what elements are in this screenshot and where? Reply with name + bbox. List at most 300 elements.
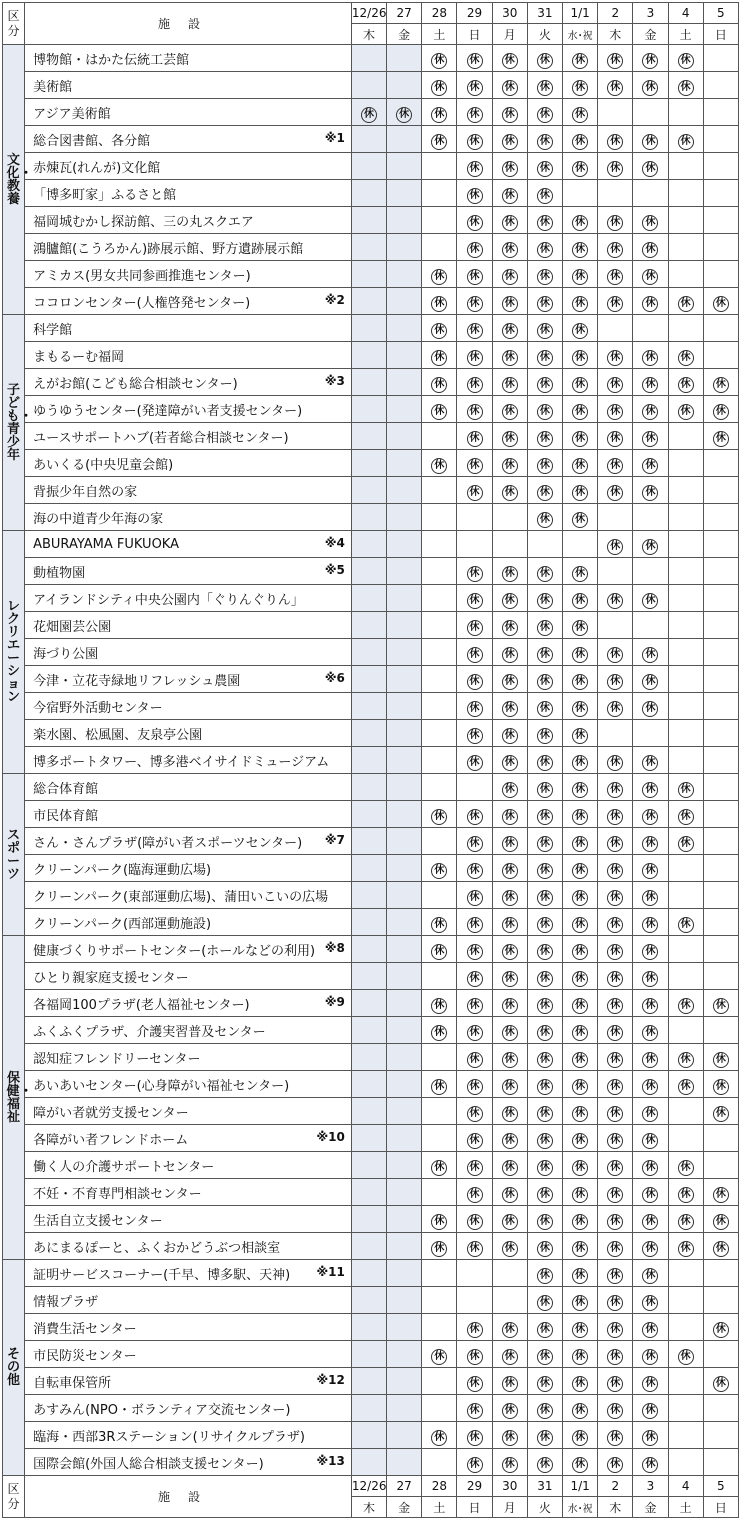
closed-mark-icon: 休 [502, 1052, 518, 1068]
closed-mark-icon: 休 [607, 1403, 623, 1419]
day-cell [633, 477, 668, 504]
day-cell [422, 801, 457, 828]
day-cell [563, 585, 598, 612]
closed-mark-icon: 休 [537, 836, 553, 852]
day-cell [668, 990, 703, 1017]
facility-name: あにまるぽーと、ふくおかどうぶつ相談室 [33, 1240, 281, 1256]
day-cell [563, 639, 598, 666]
day-cell [351, 801, 386, 828]
closed-mark-icon: 休 [467, 1376, 483, 1392]
day-cell [703, 720, 738, 747]
day-cell [422, 126, 457, 153]
day-cell [492, 450, 527, 477]
facility-name: あいあいセンター(心身障がい福祉センター) [33, 1078, 290, 1094]
day-cell [668, 1341, 703, 1368]
day-cell [527, 693, 562, 720]
day-cell [492, 1422, 527, 1449]
day-cell [387, 1017, 422, 1044]
day-cell [492, 45, 527, 72]
closed-mark-icon: 休 [537, 323, 553, 339]
day-cell [668, 801, 703, 828]
closed-mark-icon: 休 [537, 1430, 553, 1446]
closed-mark-icon: 休 [572, 215, 588, 231]
day-cell [351, 1125, 386, 1152]
closed-mark-icon: 休 [467, 107, 483, 123]
closed-mark-icon: 休 [502, 1349, 518, 1365]
closed-mark-icon: 休 [502, 971, 518, 987]
facility-name-cell [25, 1368, 352, 1395]
closed-mark-icon: 休 [537, 566, 553, 582]
closed-mark-icon: 休 [642, 1160, 658, 1176]
day-cell [527, 936, 562, 963]
day-cell [492, 1314, 527, 1341]
day-cell [703, 531, 738, 558]
day-cell [668, 882, 703, 909]
closed-mark-icon: 休 [537, 917, 553, 933]
table-row [3, 1098, 739, 1125]
day-cell [563, 1260, 598, 1287]
day-cell [598, 747, 633, 774]
closed-mark-icon: 休 [642, 431, 658, 447]
closed-mark-icon: 休 [502, 1187, 518, 1203]
closed-mark-icon: 休 [642, 1133, 658, 1149]
closed-mark-icon: 休 [467, 377, 483, 393]
day-cell [563, 153, 598, 180]
day-cell [633, 450, 668, 477]
table-row [3, 315, 739, 342]
day-cell [563, 1098, 598, 1125]
day-cell [351, 1341, 386, 1368]
closed-mark-icon: 休 [642, 53, 658, 69]
closure-schedule-table [2, 2, 739, 1518]
day-cell [563, 261, 598, 288]
closed-mark-icon: 休 [502, 80, 518, 96]
closed-mark-icon: 休 [502, 1160, 518, 1176]
closed-mark-icon: 休 [537, 1106, 553, 1122]
day-cell [387, 882, 422, 909]
closed-mark-icon: 休 [502, 593, 518, 609]
facility-name: 花畑園芸公園 [33, 619, 112, 635]
day-cell [668, 369, 703, 396]
closed-mark-icon: 休 [537, 134, 553, 150]
closed-mark-icon: 休 [467, 134, 483, 150]
facility-name-cell [25, 288, 352, 315]
day-cell [563, 1233, 598, 1260]
day-cell [563, 693, 598, 720]
category-label: 文化・教養 [6, 152, 33, 207]
closed-mark-icon: 休 [572, 296, 588, 312]
day-cell [563, 1287, 598, 1314]
closed-mark-icon: 休 [607, 1430, 623, 1446]
closed-mark-icon: 休 [467, 917, 483, 933]
closed-mark-icon: 休 [502, 1133, 518, 1149]
table-header-top [3, 3, 739, 45]
table-row [3, 99, 739, 126]
day-cell [457, 774, 492, 801]
day-cell [422, 1071, 457, 1098]
day-cell [457, 801, 492, 828]
day-cell [422, 747, 457, 774]
facility-name-cell [25, 1260, 352, 1287]
closed-mark-icon: 休 [572, 728, 588, 744]
closed-mark-icon: 休 [678, 350, 694, 366]
day-cell [422, 45, 457, 72]
day-cell [668, 1314, 703, 1341]
facility-name-cell [25, 153, 352, 180]
day-cell [351, 72, 386, 99]
header-bottom-date-1: 27 [387, 1476, 422, 1497]
closed-mark-icon: 休 [642, 161, 658, 177]
closed-mark-icon: 休 [431, 944, 447, 960]
day-cell [668, 1071, 703, 1098]
day-cell [563, 720, 598, 747]
table-row [3, 504, 739, 531]
day-cell [351, 180, 386, 207]
day-cell [563, 423, 598, 450]
closed-mark-icon: 休 [678, 53, 694, 69]
day-cell [387, 1125, 422, 1152]
day-cell [668, 531, 703, 558]
closed-mark-icon: 休 [502, 917, 518, 933]
day-cell [527, 396, 562, 423]
day-cell [457, 855, 492, 882]
day-cell [492, 1017, 527, 1044]
category-label: 子ども・青少年 [6, 382, 33, 463]
facility-name-cell [25, 1152, 352, 1179]
day-cell [351, 315, 386, 342]
day-cell [527, 207, 562, 234]
closed-mark-icon: 休 [502, 620, 518, 636]
closed-mark-icon: 休 [642, 1214, 658, 1230]
day-cell [668, 126, 703, 153]
day-cell [598, 1044, 633, 1071]
day-cell [598, 1179, 633, 1206]
day-cell [351, 774, 386, 801]
closed-mark-icon: 休 [537, 620, 553, 636]
closed-mark-icon: 休 [502, 161, 518, 177]
facility-name: アミカス(男女共同参画推進センター) [33, 268, 251, 284]
day-cell [598, 801, 633, 828]
closed-mark-icon: 休 [467, 161, 483, 177]
day-cell [387, 396, 422, 423]
day-cell [598, 1368, 633, 1395]
day-cell [351, 153, 386, 180]
day-cell [598, 396, 633, 423]
day-cell [492, 801, 527, 828]
facility-name: 消費生活センター [33, 1321, 137, 1337]
day-cell [598, 72, 633, 99]
day-cell [492, 180, 527, 207]
closed-mark-icon: 休 [572, 1133, 588, 1149]
facility-name: 今津・立花寺緑地リフレッシュ農園 [33, 673, 241, 689]
day-cell [527, 288, 562, 315]
closed-mark-icon: 休 [502, 728, 518, 744]
day-cell [387, 1341, 422, 1368]
day-cell [703, 1206, 738, 1233]
closed-mark-icon: 休 [467, 350, 483, 366]
day-cell [457, 504, 492, 531]
day-cell [351, 1152, 386, 1179]
facility-name-cell [25, 1395, 352, 1422]
table-row [3, 180, 739, 207]
day-cell [668, 639, 703, 666]
closed-mark-icon: 休 [642, 1376, 658, 1392]
closed-mark-icon: 休 [678, 836, 694, 852]
day-cell [492, 747, 527, 774]
day-cell [633, 882, 668, 909]
category-cell [3, 531, 25, 774]
day-cell [668, 450, 703, 477]
closed-mark-icon: 休 [607, 1295, 623, 1311]
day-cell [703, 1422, 738, 1449]
closed-mark-icon: 休 [537, 1241, 553, 1257]
day-cell [457, 1368, 492, 1395]
day-cell [563, 369, 598, 396]
day-cell [492, 1152, 527, 1179]
facility-name-cell [25, 585, 352, 612]
day-cell [703, 180, 738, 207]
day-cell [492, 693, 527, 720]
header-bottom-weekday-9: 土 [668, 1497, 703, 1518]
facility-name-cell [25, 990, 352, 1017]
day-cell [703, 963, 738, 990]
day-cell [563, 1341, 598, 1368]
closed-mark-icon: 休 [431, 1430, 447, 1446]
closed-mark-icon: 休 [502, 1322, 518, 1338]
facility-name-cell [25, 531, 352, 558]
table-row [3, 1179, 739, 1206]
closed-mark-icon: 休 [642, 998, 658, 1014]
closed-mark-icon: 休 [607, 809, 623, 825]
table-row [3, 801, 739, 828]
closed-mark-icon: 休 [502, 944, 518, 960]
day-cell [563, 126, 598, 153]
facility-name-cell [25, 342, 352, 369]
day-cell [563, 909, 598, 936]
closed-mark-icon: 休 [572, 1268, 588, 1284]
day-cell [492, 126, 527, 153]
day-cell [492, 666, 527, 693]
closed-mark-icon: 休 [678, 377, 694, 393]
closed-mark-icon: 休 [467, 296, 483, 312]
closed-mark-icon: 休 [607, 1106, 623, 1122]
day-cell [703, 990, 738, 1017]
facility-name: 赤煉瓦(れんが)文化館 [33, 160, 161, 176]
header-top-weekday-9: 土 [668, 24, 703, 45]
day-cell [668, 720, 703, 747]
facility-name-cell [25, 1179, 352, 1206]
day-cell [457, 1314, 492, 1341]
day-cell [351, 720, 386, 747]
closed-mark-icon: 休 [642, 458, 658, 474]
day-cell [422, 153, 457, 180]
day-cell [633, 828, 668, 855]
day-cell [422, 558, 457, 585]
closed-mark-icon: 休 [572, 890, 588, 906]
table-row [3, 1368, 739, 1395]
day-cell [633, 288, 668, 315]
day-cell [563, 99, 598, 126]
day-cell [633, 855, 668, 882]
closed-mark-icon: 休 [572, 1430, 588, 1446]
day-cell [351, 1368, 386, 1395]
day-cell [422, 1179, 457, 1206]
day-cell [492, 99, 527, 126]
header-top-date-4: 30 [492, 3, 527, 24]
closed-mark-icon: 休 [572, 1322, 588, 1338]
facility-name-cell [25, 261, 352, 288]
closed-mark-icon: 休 [607, 1376, 623, 1392]
day-cell [422, 288, 457, 315]
day-cell [598, 639, 633, 666]
day-cell [422, 1044, 457, 1071]
day-cell [703, 288, 738, 315]
facility-name-cell [25, 45, 352, 72]
facility-name-cell [25, 126, 352, 153]
day-cell [387, 1098, 422, 1125]
day-cell [598, 774, 633, 801]
day-cell [527, 423, 562, 450]
day-cell [387, 1422, 422, 1449]
header-bottom-date-6: 1/1 [563, 1476, 598, 1497]
header-bottom-weekday-1: 金 [387, 1497, 422, 1518]
closed-mark-icon: 休 [502, 134, 518, 150]
closed-mark-icon: 休 [467, 863, 483, 879]
facility-name: えがお館(こども総合相談センター) [33, 376, 238, 392]
closed-mark-icon: 休 [537, 269, 553, 285]
facility-name-cell [25, 1206, 352, 1233]
day-cell [668, 261, 703, 288]
day-cell [598, 909, 633, 936]
day-cell [668, 99, 703, 126]
day-cell [598, 612, 633, 639]
closed-mark-icon: 休 [572, 404, 588, 420]
closed-mark-icon: 休 [642, 134, 658, 150]
closed-mark-icon: 休 [537, 1079, 553, 1095]
day-cell [527, 801, 562, 828]
header-top-weekday-4: 月 [492, 24, 527, 45]
day-cell [492, 585, 527, 612]
day-cell [422, 1368, 457, 1395]
table-row [3, 1125, 739, 1152]
day-cell [422, 423, 457, 450]
day-cell [668, 234, 703, 261]
closed-mark-icon: 休 [642, 80, 658, 96]
facility-name-cell [25, 450, 352, 477]
day-cell [351, 585, 386, 612]
day-cell [598, 1422, 633, 1449]
day-cell [387, 909, 422, 936]
closed-mark-icon: 休 [431, 404, 447, 420]
facility-name: 市民体育館 [33, 808, 99, 824]
header-bottom-date-5: 31 [527, 1476, 562, 1497]
day-cell [703, 1044, 738, 1071]
closed-mark-icon: 休 [607, 404, 623, 420]
facility-name: あいくる(中央児童会館) [33, 457, 174, 473]
closed-mark-icon: 休 [537, 1268, 553, 1284]
day-cell [351, 666, 386, 693]
header-top-date-5: 31 [527, 3, 562, 24]
day-cell [457, 288, 492, 315]
closed-mark-icon: 休 [537, 863, 553, 879]
closed-mark-icon: 休 [572, 674, 588, 690]
day-cell [703, 396, 738, 423]
closed-mark-icon: 休 [607, 782, 623, 798]
facility-name: 健康づくりサポートセンター(ホールなどの利用) [33, 943, 316, 959]
day-cell [598, 1449, 633, 1476]
closed-mark-icon: 休 [537, 971, 553, 987]
day-cell [492, 72, 527, 99]
day-cell [668, 828, 703, 855]
day-cell [351, 99, 386, 126]
day-cell [351, 369, 386, 396]
day-cell [351, 828, 386, 855]
day-cell [703, 1287, 738, 1314]
day-cell [457, 720, 492, 747]
day-cell [598, 1233, 633, 1260]
facility-name: さん・さんプラザ(障がい者スポーツセンター) [33, 835, 303, 851]
closed-mark-icon: 休 [607, 1052, 623, 1068]
day-cell [422, 1422, 457, 1449]
facility-name: 福岡城むかし探訪館、三の丸スクエア [33, 214, 254, 230]
day-cell [387, 342, 422, 369]
closed-mark-icon: 休 [572, 431, 588, 447]
day-cell [457, 72, 492, 99]
day-cell [633, 801, 668, 828]
day-cell [703, 45, 738, 72]
closed-mark-icon: 休 [502, 215, 518, 231]
day-cell [598, 126, 633, 153]
closed-mark-icon: 休 [607, 350, 623, 366]
day-cell [422, 180, 457, 207]
facility-name-cell [25, 855, 352, 882]
day-cell [598, 1287, 633, 1314]
day-cell [457, 126, 492, 153]
day-cell [527, 612, 562, 639]
day-cell [387, 693, 422, 720]
day-cell [422, 1260, 457, 1287]
day-cell [492, 990, 527, 1017]
day-cell [351, 1206, 386, 1233]
day-cell [527, 477, 562, 504]
day-cell [527, 342, 562, 369]
closed-mark-icon: 休 [467, 458, 483, 474]
header-top-weekday-6: 水･祝 [563, 24, 598, 45]
day-cell [633, 1314, 668, 1341]
day-cell [457, 1071, 492, 1098]
day-cell [668, 423, 703, 450]
closed-mark-icon: 休 [537, 107, 553, 123]
facility-name-cell [25, 1125, 352, 1152]
closed-mark-icon: 休 [537, 1133, 553, 1149]
day-cell [492, 1179, 527, 1206]
closed-mark-icon: 休 [537, 755, 553, 771]
table-row [3, 1422, 739, 1449]
day-cell [633, 1017, 668, 1044]
closed-mark-icon: 休 [537, 512, 553, 528]
closed-mark-icon: 休 [572, 1214, 588, 1230]
day-cell [422, 531, 457, 558]
day-cell [633, 1368, 668, 1395]
day-cell [633, 1449, 668, 1476]
day-cell [492, 1287, 527, 1314]
closed-mark-icon: 休 [713, 1322, 729, 1338]
day-cell [492, 720, 527, 747]
closed-mark-icon: 休 [713, 1187, 729, 1203]
closed-mark-icon: 休 [502, 890, 518, 906]
day-cell [351, 126, 386, 153]
day-cell [492, 936, 527, 963]
